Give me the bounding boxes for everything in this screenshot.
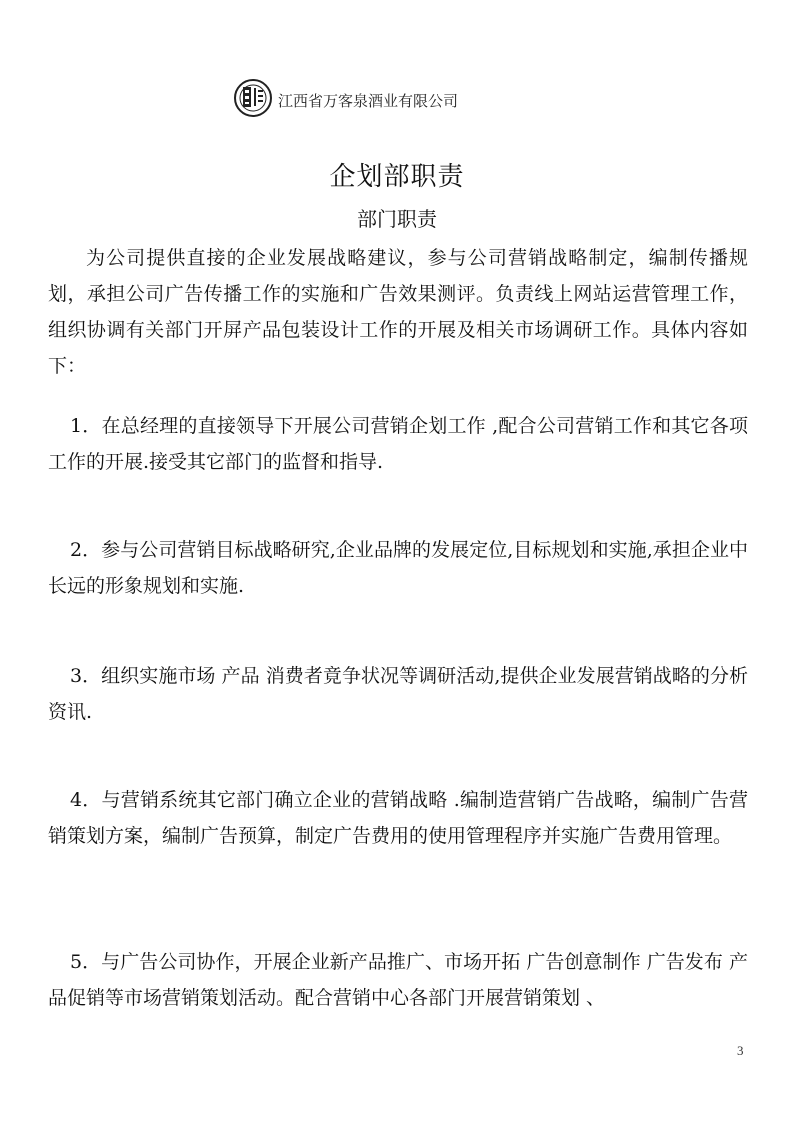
company-seal-logo	[234, 79, 272, 117]
page-title: 企划部职责	[329, 162, 465, 192]
intro-paragraph: 为公司提供直接的企业发展战略建议，参与公司营销战略制定，编制传播规划，承担公司广告传播工作的实施和广告效果测评。负责线上网站运营管理工作，组织协调有关部门开屏产品包装设计工作的开展及相关市场调研工作。具体内容如下：	[48, 247, 748, 377]
company-name: 江西省万客泉酒业有限公司	[278, 91, 459, 110]
document-header	[234, 78, 458, 118]
duty-item-3: 3．组织实施市场 产品 消费者竟争状况等调研活动,提供企业发展营销战略的分析资讯.	[48, 665, 748, 723]
duty-item-5: 5．与广告公司协作，开展企业新产品推广、市场开拓 广告创意制作 广告发布 产品促销等市场营销策划活动。配合营销中心各部门开展营销策划 、	[48, 951, 748, 1009]
duty-item-1: 1．在总经理的直接领导下开展公司营销企划工作 ,配合公司营销工作和其它各项工作的开展.接受其它部门的监督和指导.	[48, 415, 748, 473]
section-subtitle: 部门职责	[357, 207, 437, 231]
duty-item-4: 4．与营销系统其它部门确立企业的营销战略 .编制造营销广告战略，编制广告营销策划方案，编制广告预算，制定广告费用的使用管理程序并实施广告费用管理。	[48, 789, 748, 847]
page-number: 3	[737, 1043, 744, 1058]
duty-item-2: 2．参与公司营销目标战略研究,企业品牌的发展定位,目标规划和实施,承担企业中长远的形象规划和实施.	[48, 539, 748, 597]
